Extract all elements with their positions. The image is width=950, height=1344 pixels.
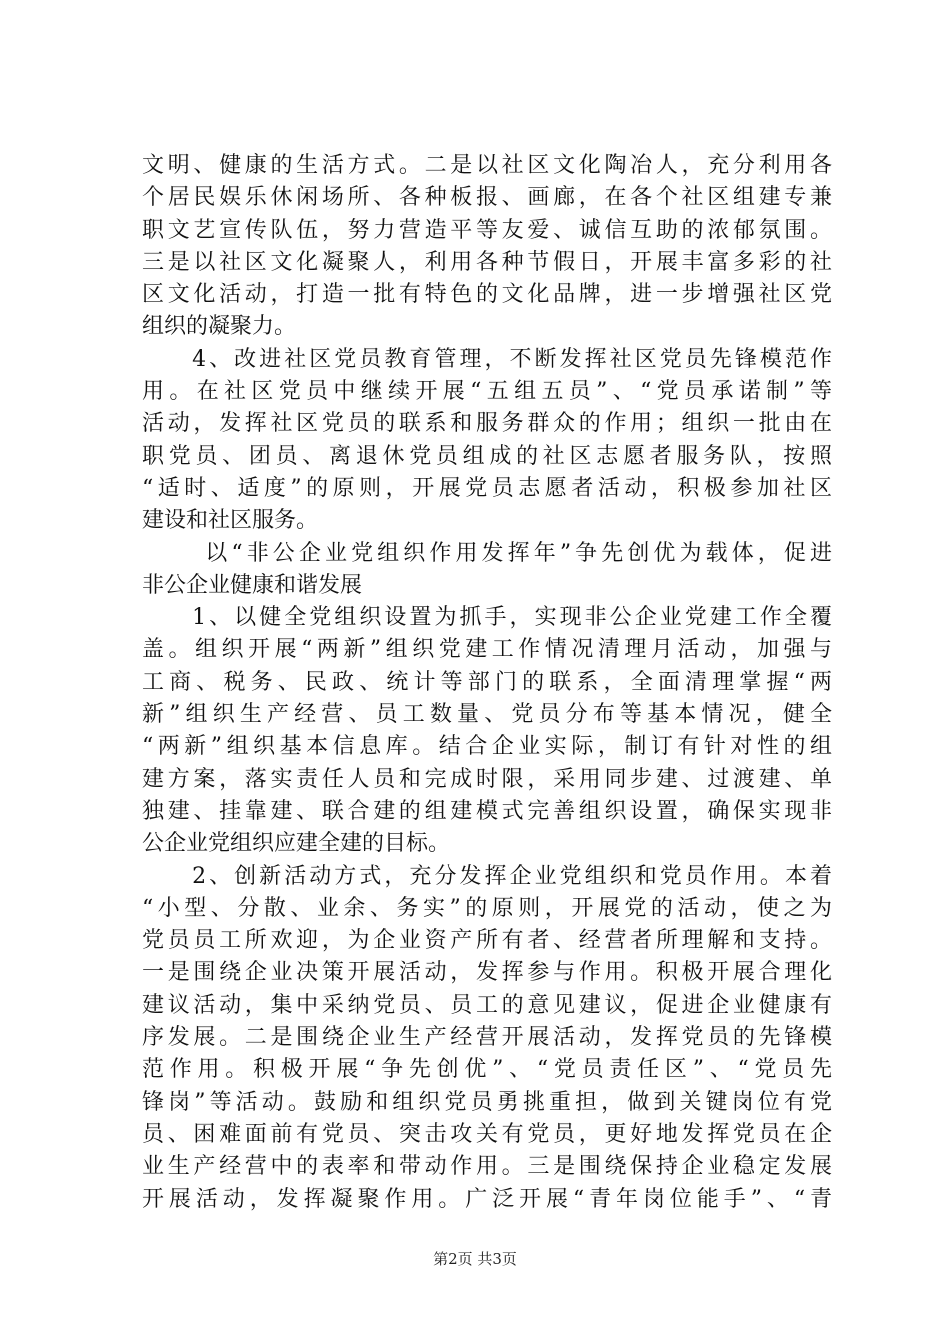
text-line: 独建、挂靠建、联合建的组建模式完善组织设置，确保实现非 xyxy=(142,798,832,824)
text-line: 区文化活动，打造一批有特色的文化品牌，进一步增强社区党 xyxy=(142,282,832,308)
text-line: 序发展。二是围绕企业生产经营开展活动，发挥党员的先锋模 xyxy=(142,1025,832,1051)
text-line: 一是围绕企业决策开展活动，发挥参与作用。积极开展合理化 xyxy=(142,960,832,986)
text-line: 以“非公企业党组织作用发挥年”争先创优为载体，促进 xyxy=(142,540,832,566)
text-line: 建方案，落实责任人员和完成时限，采用同步建、过渡建、单 xyxy=(142,766,832,792)
text-line: 新”组织生产经营、员工数量、党员分布等基本情况，健全 xyxy=(142,702,832,728)
text-line: “小型、分散、业余、务实”的原则，开展党的活动，使之为 xyxy=(142,895,832,921)
text-line: 三是以社区文化凝聚人，利用各种节假日，开展丰富多彩的社 xyxy=(142,249,832,275)
text-line: 用。在社区党员中继续开展“五组五员”、“党员承诺制”等 xyxy=(142,379,832,405)
text-line: 4、改进社区党员教育管理，不断发挥社区党员先锋模范作 xyxy=(142,346,832,372)
page-footer: 第2页 共3页 xyxy=(433,1250,517,1268)
text-line: 开展活动，发挥凝聚作用。广泛开展“青年岗位能手”、“青 xyxy=(142,1186,832,1212)
text-line: 工商、税务、民政、统计等部门的联系，全面清理掌握“两 xyxy=(142,669,832,695)
text-line: 职党员、团员、离退休党员组成的社区志愿者服务队，按照 xyxy=(142,443,832,469)
text-line: 公企业党组织应建全建的目标。 xyxy=(142,831,451,857)
text-line: 1、以健全党组织设置为抓手，实现非公企业党建工作全覆 xyxy=(142,605,832,631)
text-line: 业生产经营中的表率和带动作用。三是围绕保持企业稳定发展 xyxy=(142,1154,832,1180)
text-line: 活动，发挥社区党员的联系和服务群众的作用；组织一批由在 xyxy=(142,411,832,437)
text-line: 建设和社区服务。 xyxy=(142,508,319,534)
text-line: 党员员工所欢迎，为企业资产所有者、经营者所理解和支持。 xyxy=(142,928,832,954)
text-line: 个居民娱乐休闲场所、各种板报、画廊，在各个社区组建专兼 xyxy=(142,185,832,211)
text-line: 锋岗”等活动。鼓励和组织党员勇挑重担，做到关键岗位有党 xyxy=(142,1089,832,1115)
text-line: 文明、健康的生活方式。二是以社区文化陶冶人，充分利用各 xyxy=(142,153,832,178)
text-line: 范作用。积极开展“争先创优”、“党员责任区”、“党员先 xyxy=(142,1057,832,1083)
body-text xyxy=(142,150,832,1216)
text-line: 盖。组织开展“两新”组织党建工作情况清理月活动，加强与 xyxy=(142,637,832,663)
text-line: 员、困难面前有党员、突击攻关有党员，更好地发挥党员在企 xyxy=(142,1121,832,1147)
text-line: 非公企业健康和谐发展 xyxy=(142,572,363,598)
text-line: 2、创新活动方式，充分发挥企业党组织和党员作用。本着 xyxy=(142,863,832,889)
text-line: 建议活动，集中采纳党员、员工的意见建议，促进企业健康有 xyxy=(142,992,832,1018)
text-line: 组织的凝聚力。 xyxy=(142,314,297,340)
text-line: “适时、适度”的原则，开展党员志愿者活动，积极参加社区 xyxy=(142,475,832,501)
text-line: 职文艺宣传队伍，努力营造平等友爱、诚信互助的浓郁氛围。 xyxy=(142,217,832,243)
text-line: “两新”组织基本信息库。结合企业实际，制订有针对性的组 xyxy=(142,734,832,760)
